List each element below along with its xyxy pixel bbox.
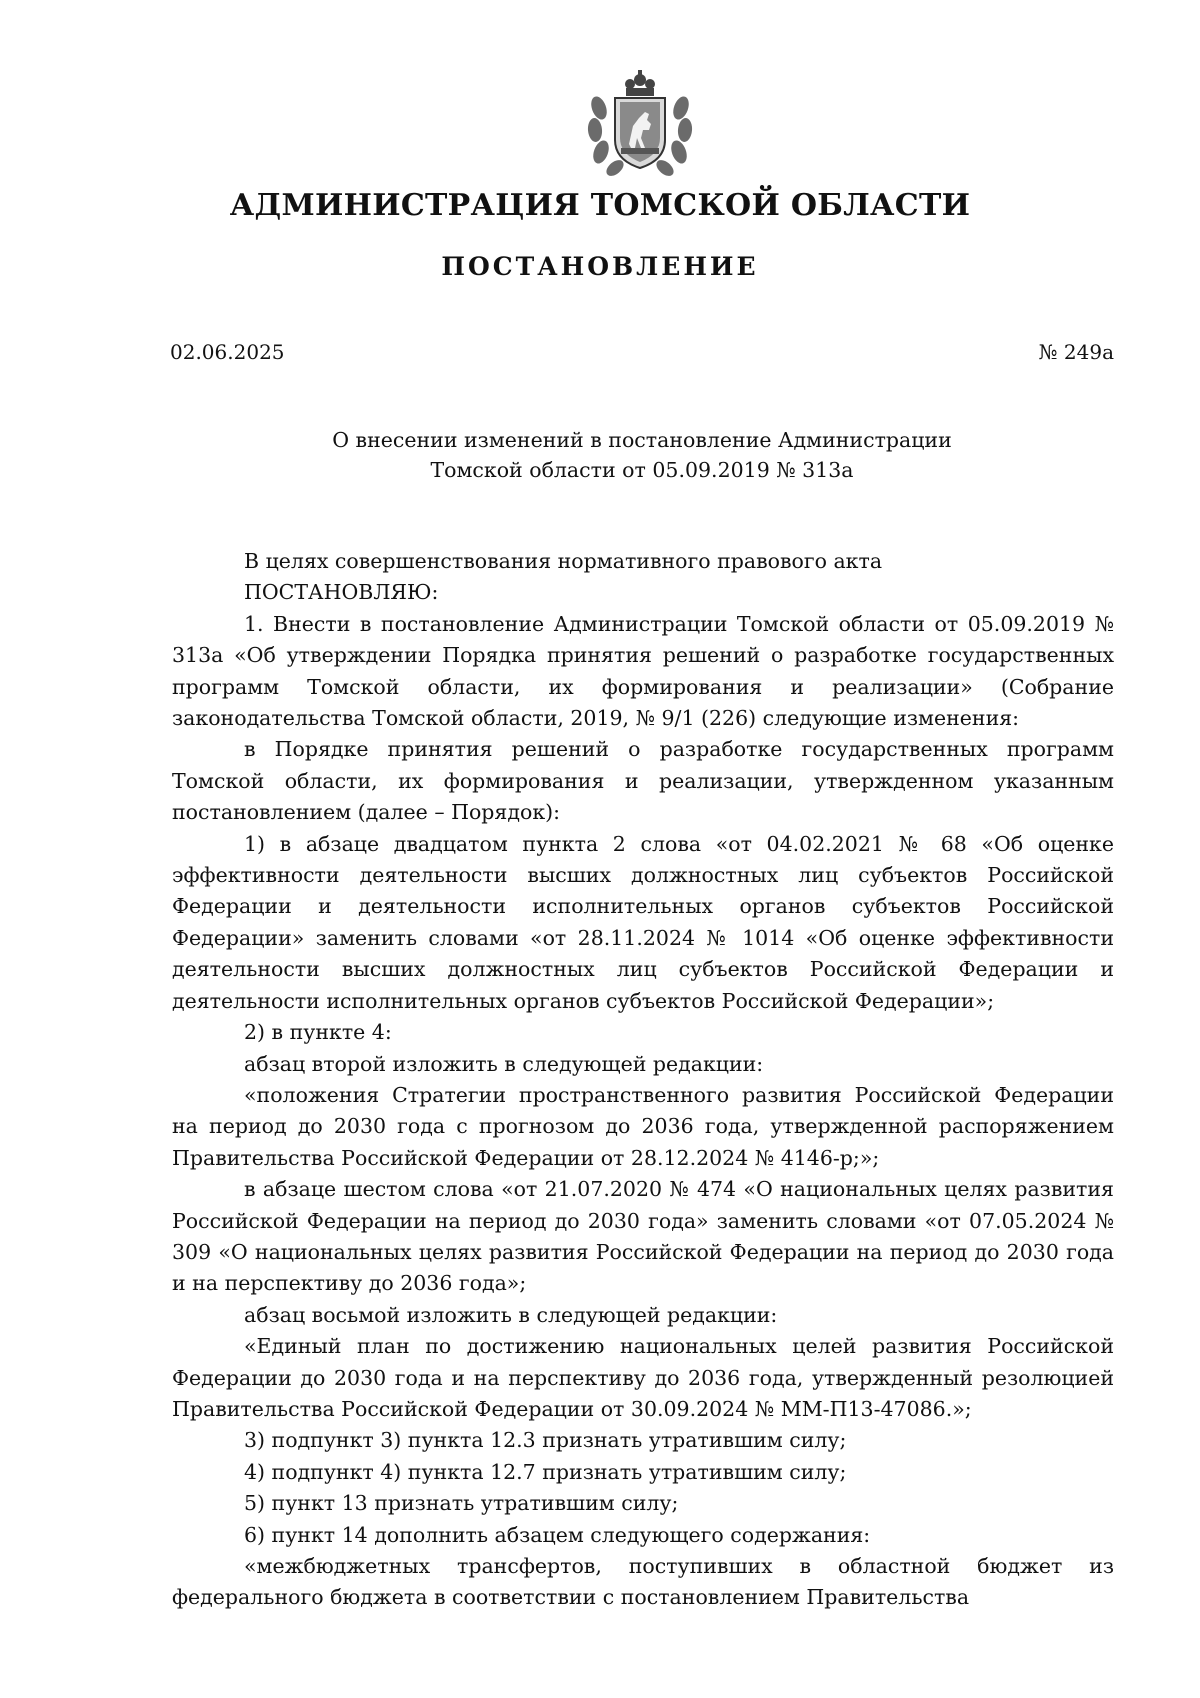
- document-subject: [170, 425, 1114, 485]
- body-paragraph: в Порядке принятия решений о разработке государственных программ Томской области, их формирования и реализации, утвержденном указанным постановлением (далее – Порядок):: [172, 737, 1114, 825]
- body-paragraph: 1. Внести в постановление Администрации Томской области от 05.09.2019 № 313а «Об утверждении Порядка принятия решений о разработке государственных программ Томской области, их формирования и реализации» (Собрание законодательства Томской области, 2019, № 9/1 (226) следующие изменения:: [172, 611, 1114, 731]
- body-paragraph: в абзаце шестом слова «от 21.07.2020 № 474 «О национальных целях развития Российской Федерации на период до 2030 года» заменить словами «от 07.05.2024 № 309 «О национальных целях развития Российской Федерации на период до 2030 года и на перспективу до 2036 года»;: [172, 1177, 1114, 1296]
- document-body: [172, 546, 1114, 1614]
- body-paragraph: В целях совершенствования нормативного правового акта: [244, 549, 883, 573]
- body-paragraph: «Единый план по достижению национальных целей развития Российской Федерации до 2030 года и на перспективу до 2036 года, утвержденный резолюцией Правительства Российской Федерации от 30.09.2024 № ММ-П13-47086.»;: [172, 1334, 1114, 1421]
- subject-line-1: О внесении изменений в постановление Администрации: [332, 428, 952, 452]
- body-paragraph: 2) в пункте 4:: [244, 1020, 392, 1045]
- coat-of-arms-icon: [585, 68, 695, 178]
- document-type-title: ПОСТАНОВЛЕНИЕ: [441, 252, 759, 281]
- document-date: 02.06.2025: [170, 340, 285, 364]
- subject-line-2: Томской области от 05.09.2019 № 313а: [430, 458, 854, 482]
- body-paragraph: 4) подпункт 4) пункта 12.7 признать утратившим силу;: [244, 1459, 847, 1484]
- body-paragraph: 1) в абзаце двадцатом пункта 2 слова «от 04.02.2021 № 68 «Об оценке эффективности деятельности высших должностных лиц субъектов Российской Федерации и деятельности исполнительных органов субъектов Российской Федерации» заменить словами «от 28.11.2024 № 1014 «Об оценке эффективности деятельности высших должностных лиц субъектов Российской Федерации и деятельности исполнительных органов субъектов Российской Федерации»;: [172, 831, 1114, 1013]
- body-paragraph: абзац восьмой изложить в следующей редакции:: [244, 1302, 778, 1327]
- body-paragraph: абзац второй изложить в следующей редакции:: [244, 1051, 764, 1076]
- organization-title: АДМИНИСТРАЦИЯ ТОМСКОЙ ОБЛАСТИ: [229, 188, 971, 223]
- body-paragraph: ПОСТАНОВЛЯЮ:: [244, 580, 439, 605]
- body-paragraph: 5) пункт 13 признать утратившим силу;: [244, 1491, 679, 1516]
- body-paragraph: «межбюджетных трансфертов, поступивших в областной бюджет из федерального бюджета в соответствии с постановлением Правительства: [172, 1554, 1114, 1610]
- body-paragraph: «положения Стратегии пространственного развития Российской Федерации на период до 2030 года с прогнозом до 2036 года, утвержденной распоряжением Правительства Российской Федерации от 28.12.2024 № 4146-р;»;: [172, 1082, 1114, 1170]
- body-paragraph: 6) пункт 14 дополнить абзацем следующего содержания:: [244, 1522, 871, 1547]
- document-number: № 249а: [1038, 340, 1114, 364]
- body-paragraph: 3) подпункт 3) пункта 12.3 признать утратившим силу;: [244, 1428, 847, 1453]
